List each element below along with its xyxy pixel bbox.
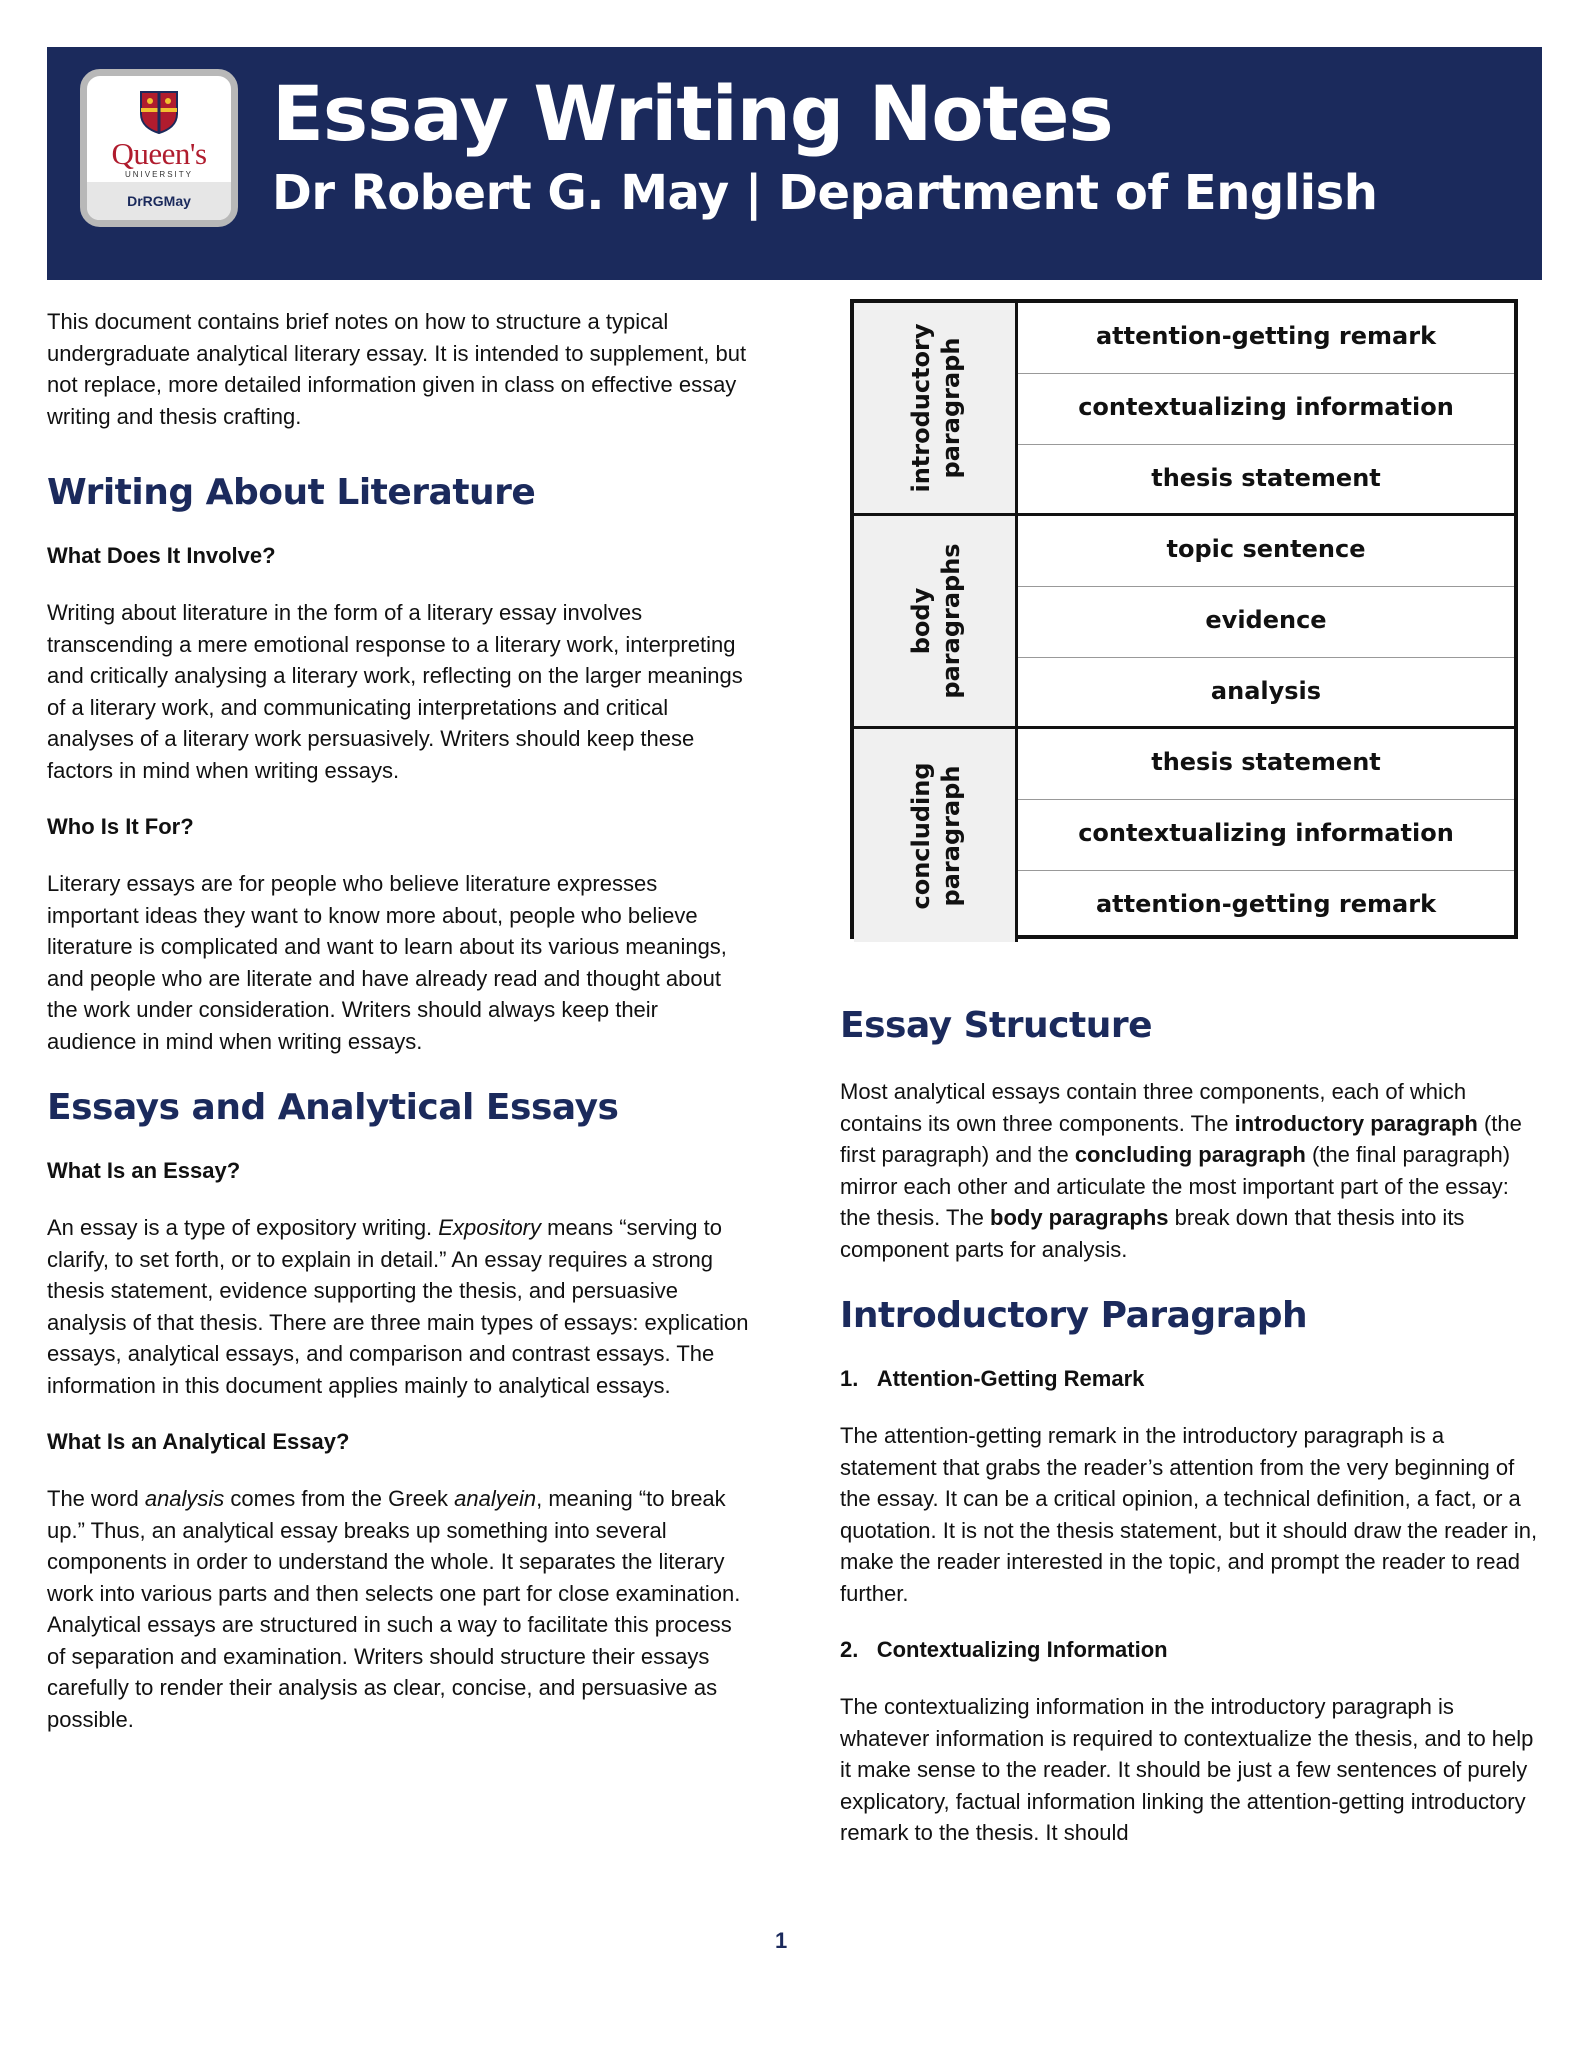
- subheading-attention-getting-remark: 1. Attention-Getting Remark: [840, 1366, 1145, 1391]
- section-heading-essay-structure: Essay Structure: [840, 1005, 1152, 1046]
- subheading-what-is-an-essay: What Is an Essay?: [47, 1158, 241, 1183]
- term-concluding-paragraph: concluding paragraph: [1074, 1142, 1306, 1167]
- subheading-what-is-an-analytical-essay: What Is an Analytical Essay?: [47, 1429, 350, 1454]
- crest-icon: [139, 90, 179, 134]
- diagram-item: thesis statement: [1151, 464, 1381, 492]
- logo-tag: DrRGMay: [87, 182, 231, 220]
- left-column: [47, 306, 752, 1735]
- diagram-item: contextualizing information: [1018, 800, 1514, 871]
- diagram-side: [854, 516, 1018, 726]
- section-heading-introductory-paragraph: Introductory Paragraph: [840, 1295, 1308, 1336]
- diagram-side-label: introductory paragraph: [907, 323, 965, 493]
- paragraph-essay-definition: An essay is a type of expository writing. Expository means “serving to clarify, to set forth, or to explain in detail.” An essay requires a strong thesis statement, evidence supporting the thesis, and persuasive analysis of that thesis. There are three main types of essays: explication essays, analytical essays, and comparison and contrast essays. The information in this document applies mainly to analytical essays.: [47, 1215, 749, 1398]
- paragraph-attention-getting-remark: The attention-getting remark in the introductory paragraph is a statement that grabs the reader’s attention from the very beginning of the essay. It can be a critical opinion, a technical definition, a fact, or a quotation. It is not the thesis statement, but it should draw the reader in, make the reader interested in the topic, and prompt the reader to read further.: [840, 1423, 1538, 1606]
- paragraph-analytical-definition: The word analysis comes from the Greek analyein, meaning “to break up.” Thus, an analytical essay breaks up something into several components in order to understand the whole. It separates the literary work into various parts and then selects one part for close examination. Analytical essays are structured in such a way to facilitate this process of separation and examination. Writers should structure their essays carefully to render their analysis as clear, concise, and persuasive as possible.: [47, 1486, 741, 1732]
- term-introductory-paragraph: introductory paragraph: [1234, 1110, 1478, 1136]
- page-number: 1: [775, 1928, 788, 1953]
- diagram-side-label: concluding paragraph: [907, 761, 965, 910]
- diagram-side-label: body paragraphs: [907, 543, 965, 699]
- diagram-item: thesis statement: [1018, 729, 1514, 800]
- essay-structure-diagram: [850, 299, 1518, 939]
- diagram-item: contextualizing information: [1018, 374, 1514, 445]
- paragraph-contextualizing-information: The contextualizing information in the introductory paragraph is whatever information is required to contextualize the thesis, and to help it make sense to the reader. It should be just a few sentences of purely explicatory, factual information linking the attention-getting introductory remark to the thesis. It should: [840, 1694, 1534, 1845]
- diagram-item: attention-getting remark: [1095, 890, 1437, 918]
- term-analyein: analyein: [454, 1486, 537, 1511]
- subheading-what-does-it-involve: What Does It Involve?: [47, 543, 276, 568]
- paragraph-audience: Literary essays are for people who believe literature expresses important ideas they want to know more about, people who believe literature is complicated and want to learn about its various meanings, and people who are literate and have already read and thought about the work under consideration. Writers should always keep their audience in mind when writing essays.: [47, 871, 727, 1054]
- diagram-side: [854, 303, 1018, 513]
- diagram-side: [854, 729, 1018, 942]
- diagram-section-introductory: [854, 303, 1514, 516]
- right-column: [840, 1005, 1545, 1849]
- term-analysis: analysis: [144, 1486, 225, 1511]
- diagram-item: attention-getting remark: [1018, 303, 1514, 374]
- diagram-section-concluding: [854, 729, 1514, 942]
- intro-paragraph: This document contains brief notes on how to structure a typical undergraduate analytical literary essay. It is intended to supplement, but not replace, more detailed information given in class on effective essay writing and thesis crafting.: [47, 309, 747, 429]
- diagram-item: topic sentence: [1018, 516, 1514, 587]
- logo-university: UNIVERSITY: [124, 170, 193, 179]
- logo-wordmark: Queen's: [111, 136, 207, 171]
- diagram-item: analysis: [1210, 677, 1322, 705]
- subheading-who-is-it-for: Who Is It For?: [47, 814, 194, 839]
- term-expository: Expository: [438, 1215, 542, 1240]
- paragraph-essay-structure: Most analytical essays contain three components, each of which contains its own three components. The introductory paragraph (the first paragraph) and the concluding paragraph (the final paragraph) mirror each other and articulate the most important part of the essay: the thesis. The body paragraphs break down that thesis into its component parts for analysis.: [840, 1079, 1522, 1262]
- page-subtitle: Dr Robert G. May | Department of English: [272, 165, 1378, 221]
- term-body-paragraphs: body paragraphs: [990, 1205, 1169, 1230]
- section-heading-writing-about-literature: Writing About Literature: [47, 472, 536, 513]
- section-heading-essays-and-analytical-essays: Essays and Analytical Essays: [47, 1087, 619, 1128]
- diagram-item: evidence: [1018, 587, 1514, 658]
- header-banner: [47, 47, 1542, 280]
- paragraph-involve: Writing about literature in the form of a literary essay involves transcending a mere emotional response to a literary work, interpreting and critically analysing a literary work, reflecting on the larger meanings of a literary work, and communicating interpretations and critical analyses of a literary work persuasively. Writers should keep these factors in mind when writing essays.: [47, 600, 743, 783]
- page-title: Essay Writing Notes: [272, 69, 1113, 158]
- subheading-contextualizing-information: 2. Contextualizing Information: [840, 1637, 1168, 1662]
- queens-logo: [80, 69, 238, 227]
- diagram-section-body: [854, 516, 1514, 729]
